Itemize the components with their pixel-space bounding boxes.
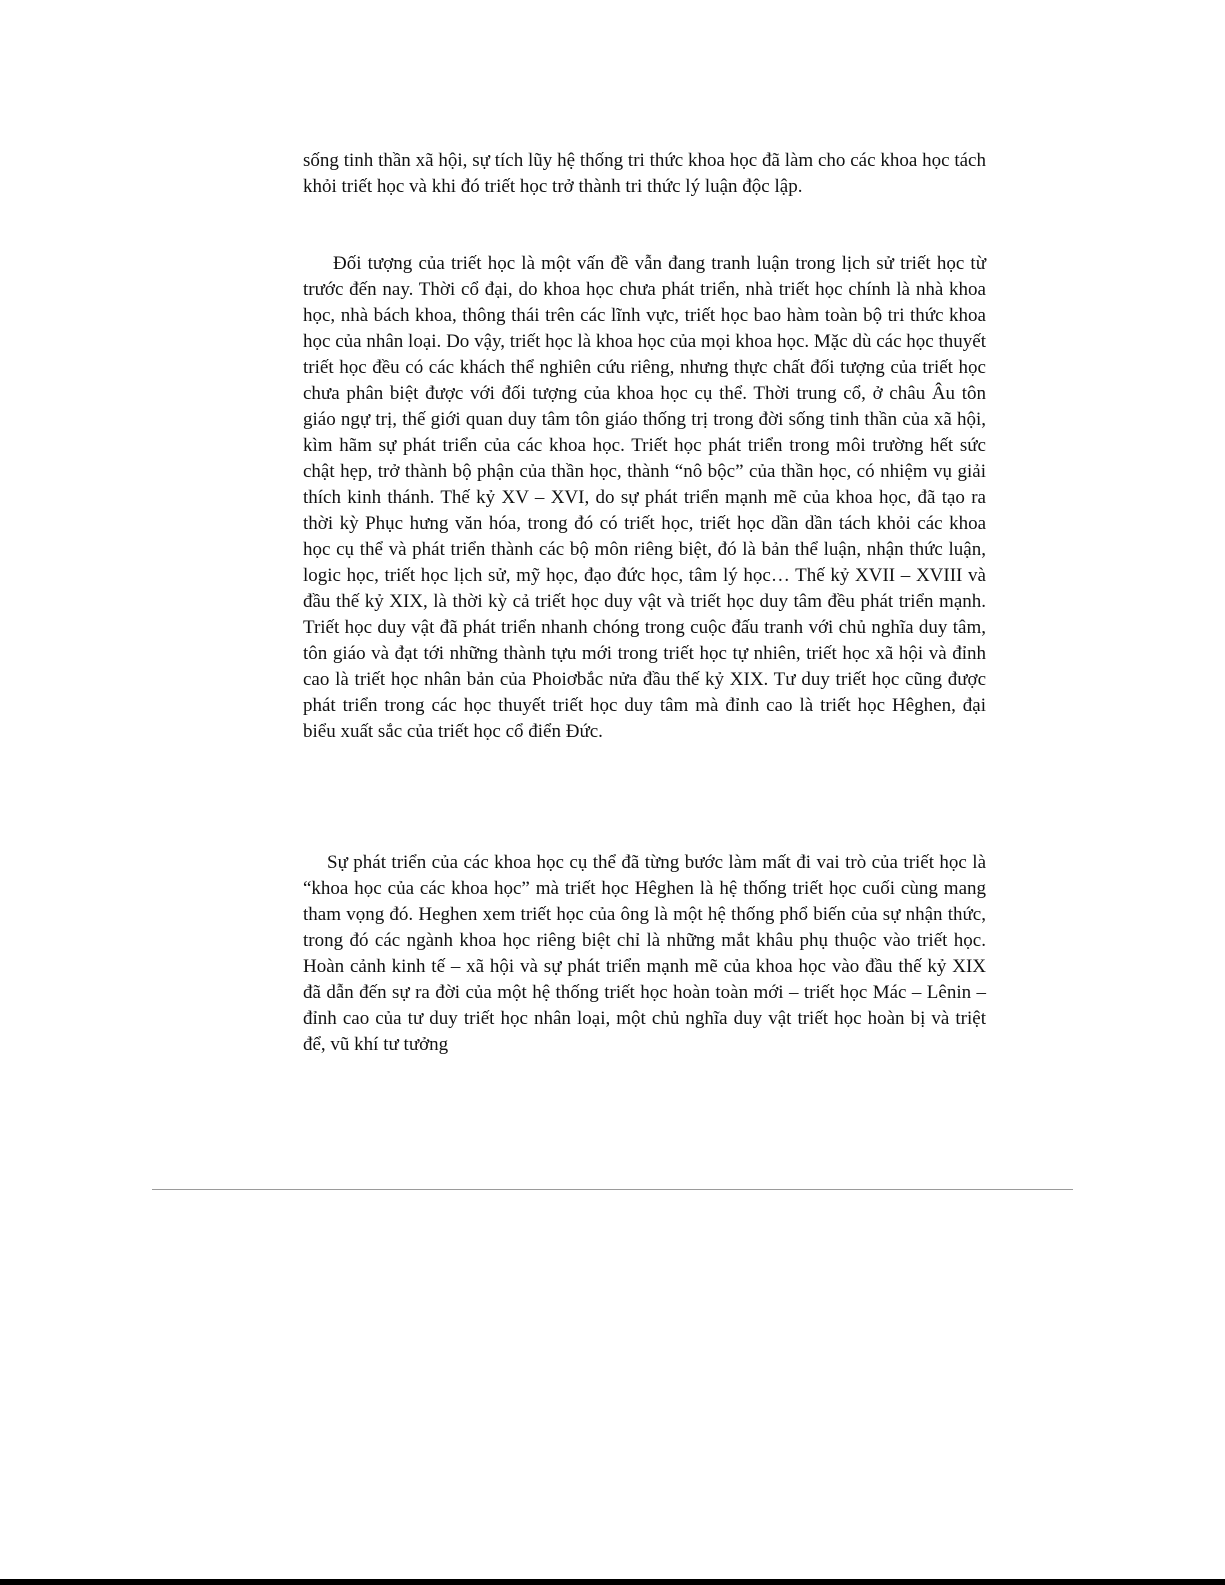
page-divider [152,1189,1073,1190]
paragraph-object-of-philosophy: Đối tượng của triết học là một vấn đề vẫn đang tranh luận trong lịch sử triết học từ trước đến nay. Thời cổ đại, do khoa học chưa phát triển, nhà triết học chính là nhà khoa học, nhà bách khoa, thông thái trên các lĩnh vực, triết học bao hàm toàn bộ tri thức khoa học của nhân loại. Do vậy, triết học là khoa học của mọi khoa học. Mặc dù các học thuyết triết học đều có các khách thể nghiên cứu riêng, nhưng thực chất đối tượng của triết học chưa phân biệt được với đối tượng của khoa học cụ thể. Thời trung cổ, ở châu Âu tôn giáo ngự trị, thế giới quan duy tâm tôn giáo thống trị trong đời sống tinh thần của xã hội, kìm hãm sự phát triển của các khoa học. Triết học phát triển trong môi trường hết sức chật hẹp, trở thành bộ phận của thần học, thành “nô bộc” của thần học, có nhiệm vụ giải thích kinh thánh. Thế kỷ XV – XVI, do sự phát triển mạnh mẽ của khoa học, đã tạo ra thời kỳ Phục hưng văn hóa, trong đó có triết học, triết học dần dần tách khỏi các khoa học cụ thể và phát triển thành các bộ môn riêng biệt, đó là bản thể luận, nhận thức luận, logic học, triết học lịch sử, mỹ học, đạo đức học, tâm lý học… Thế kỷ XVII – XVIII và đầu thế kỷ XIX, là thời kỳ cả triết học duy vật và triết học duy tâm đều phát triển mạnh. Triết học duy vật đã phát triển nhanh chóng trong cuộc đấu tranh với chủ nghĩa duy tâm, tôn giáo và đạt tới những thành tựu mới trong triết học tự nhiên, triết học xã hội và đỉnh cao là triết học nhân bản của Phoiơbắc nửa đầu thế kỷ XIX. Tư duy triết học cũng được phát triển trong các học thuyết triết học duy tâm mà đỉnh cao là triết học Hêghen, đại biểu xuất sắc của triết học cổ điển Đức. [303,253,986,742]
paragraph-development-of-sciences: Sự phát triển của các khoa học cụ thể đã từng bước làm mất đi vai trò của triết học là “khoa học của các khoa học” mà triết học Hêghen là hệ thống triết học cuối cùng mang tham vọng đó. Heghen xem triết học của ông là một hệ thống phổ biến của sự nhận thức, trong đó các ngành khoa học riêng biệt chỉ là những mắt khâu phụ thuộc vào triết học. Hoàn cảnh kinh tế – xã hội và sự phát triển mạnh mẽ của khoa học vào đầu thế kỷ XIX đã dẫn đến sự ra đời của một hệ thống triết học hoàn toàn mới – triết học Mác – Lênin – đỉnh cao của tư duy triết học nhân loại, một chủ nghĩa duy vật triết học hoàn bị và triệt để, vũ khí tư tưởng [303,852,986,1055]
bottom-edge-bar [0,1579,1225,1585]
paragraph-continuation: sống tinh thần xã hội, sự tích lũy hệ thống tri thức khoa học đã làm cho các khoa học tách khỏi triết học và khi đó triết học trở thành tri thức lý luận độc lập. [303,150,986,197]
